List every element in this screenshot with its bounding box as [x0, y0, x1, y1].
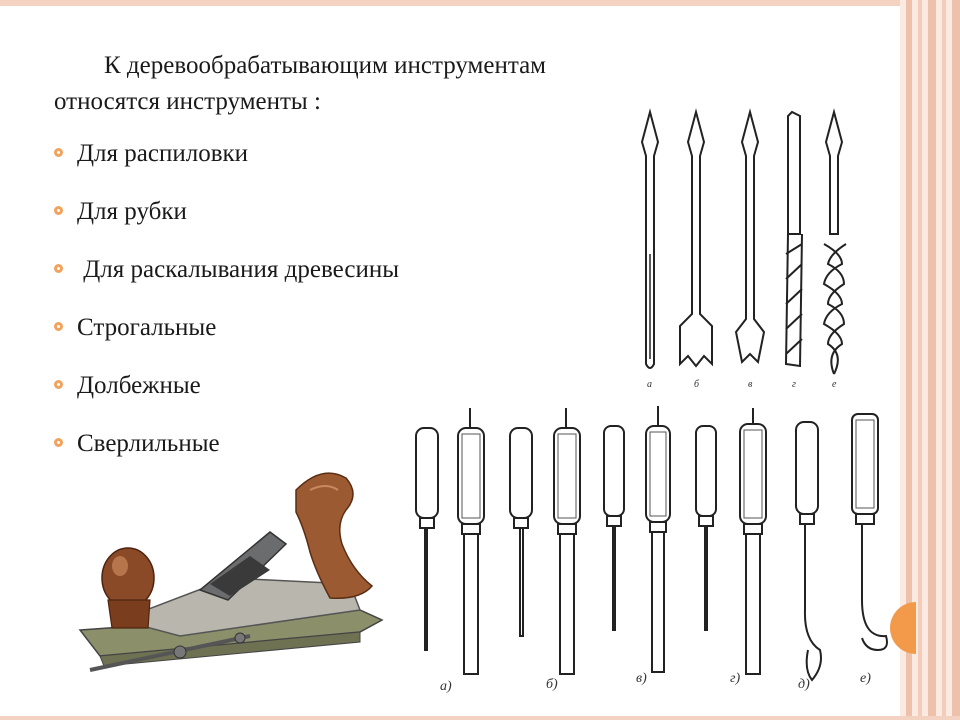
bullet-icon: [54, 148, 63, 157]
intro-line-2: относятся инструменты :: [54, 88, 321, 115]
chisel-label: е): [860, 671, 871, 686]
list-item: [54, 140, 399, 198]
drill-label: а: [647, 379, 652, 390]
bullet-icon: [54, 264, 63, 273]
slide-top-border: [0, 0, 960, 6]
list-item: [54, 256, 399, 314]
intro-line-1: К деревообрабатывающим инструментам: [104, 52, 546, 79]
drill-label: в: [748, 379, 753, 390]
list-item-label: Сверлильные: [77, 430, 220, 457]
chisel-label: г): [730, 671, 741, 686]
chisels-illustration: [400, 400, 910, 710]
hand-plane-illustration: [60, 460, 400, 710]
bullet-icon: [54, 438, 63, 447]
list-item-label: Для рубки: [77, 198, 187, 225]
list-item: [54, 372, 399, 430]
drill-label: е: [832, 379, 837, 390]
list-item-label: Для распиловки: [77, 140, 249, 167]
list-item-label: Долбежные: [77, 372, 201, 399]
bullet-icon: [54, 322, 63, 331]
bullet-icon: [54, 380, 63, 389]
drill-bits-illustration: [630, 104, 860, 394]
list-item-label: Для раскалывания древесины: [77, 256, 399, 283]
chisel-label: б): [546, 677, 558, 692]
list-item-label: Строгальные: [77, 314, 217, 341]
chisel-label: в): [636, 671, 647, 686]
chisel-label: а): [440, 679, 452, 694]
slide-bottom-border: [0, 716, 960, 720]
list-item: [54, 314, 399, 372]
drill-label: г: [792, 379, 796, 390]
bullet-icon: [54, 206, 63, 215]
tool-category-list: [54, 140, 399, 488]
chisel-label: д): [798, 677, 810, 692]
list-item: [54, 198, 399, 256]
drill-label: б: [694, 379, 700, 390]
